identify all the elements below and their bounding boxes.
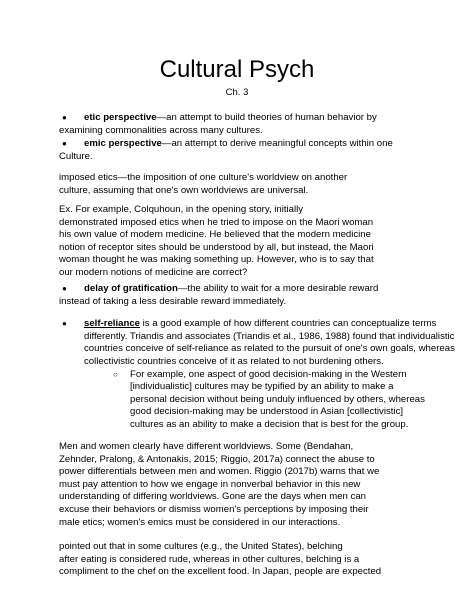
etic-definition: etic perspective—an attempt to build theories of human behavior by (84, 112, 377, 123)
self-reliance-paragraph: self-reliance is a good example of how different countries can conceptualize terms differently. Triandis and associates (Triandis et al., 1986, 1988) found that individualistic countries conceive of self-reliance as related to the pursuit of one's own goals, whereas collectivistic countries conceive of it as related to not burdening others. (84, 318, 455, 367)
bullet-icon: ● (62, 113, 67, 122)
men-women-paragraph: Men and women clearly have different worldviews. Some (Bendahan, Zehnder, Pralong, & Antonakis, 2015; Riggio, 2017a) connect the abuse to power differentials between men and women. Riggio (2017b) warns that we must pay attention to how we engage in nonverbal behavior in this new understanding of differing worldviews. Gone are the days when men can excuse their behaviors or dismiss women's perceptions by imposing their male etics; women's emics must be considered in our interactions. (59, 441, 380, 528)
emic-definition-cont: Culture. (59, 150, 93, 162)
belching-paragraph: pointed out that in some cultures (e.g., the United States), belching after eating is considered rude, whereas in other cultures, belching is a compliment to the chef on the excellent food. In Japan, people are expected (59, 541, 382, 578)
bullet-icon: ● (62, 284, 67, 293)
decision-making-subpoint: For example, one aspect of good decision-making in the Western [individualistic] cultures may be typified by an ability to make a personal decision without being unduly influenced by others, whereas good decision-making may be understood in Asian [collectivistic] cultures as an ability to make a decision that is best for the group. (130, 368, 425, 430)
etic-term: etic perspective (84, 112, 157, 123)
example-paragraph: Ex. For example, Colquhoun, in the opening story, initially demonstrated imposed etics when he tried to impose on the Maori woman his own value of modern medicine. He believed that the modern medicine notion of receptor sites should be understood by all, but instead, the Maori woman thought he was making something up. However, who is to say that our modern notions of medicine are correct? (59, 204, 374, 278)
self-reliance-term: self-reliance (84, 318, 140, 329)
delay-definition-cont: instead of taking a less desirable reward immediately. (59, 295, 286, 307)
delay-term: delay of gratification (84, 283, 178, 294)
delay-definition: delay of gratification—the ability to wait for a more desirable reward (84, 283, 379, 294)
chapter-label: Ch. 3 (225, 87, 249, 98)
bullet-icon: ● (62, 319, 67, 328)
page-title: Cultural Psych (159, 56, 315, 83)
etic-definition-cont: examining commonalities across many cultures. (59, 124, 263, 136)
emic-term: emic perspective (84, 138, 162, 149)
emic-definition: emic perspective—an attempt to derive meaningful concepts within one (84, 138, 393, 149)
sub-bullet-icon: ○ (113, 369, 118, 379)
bullet-icon: ● (62, 139, 67, 148)
imposed-etics-paragraph: imposed etics—the imposition of one culture's worldview on another culture, assuming that one's own worldviews are universal. (59, 172, 348, 196)
